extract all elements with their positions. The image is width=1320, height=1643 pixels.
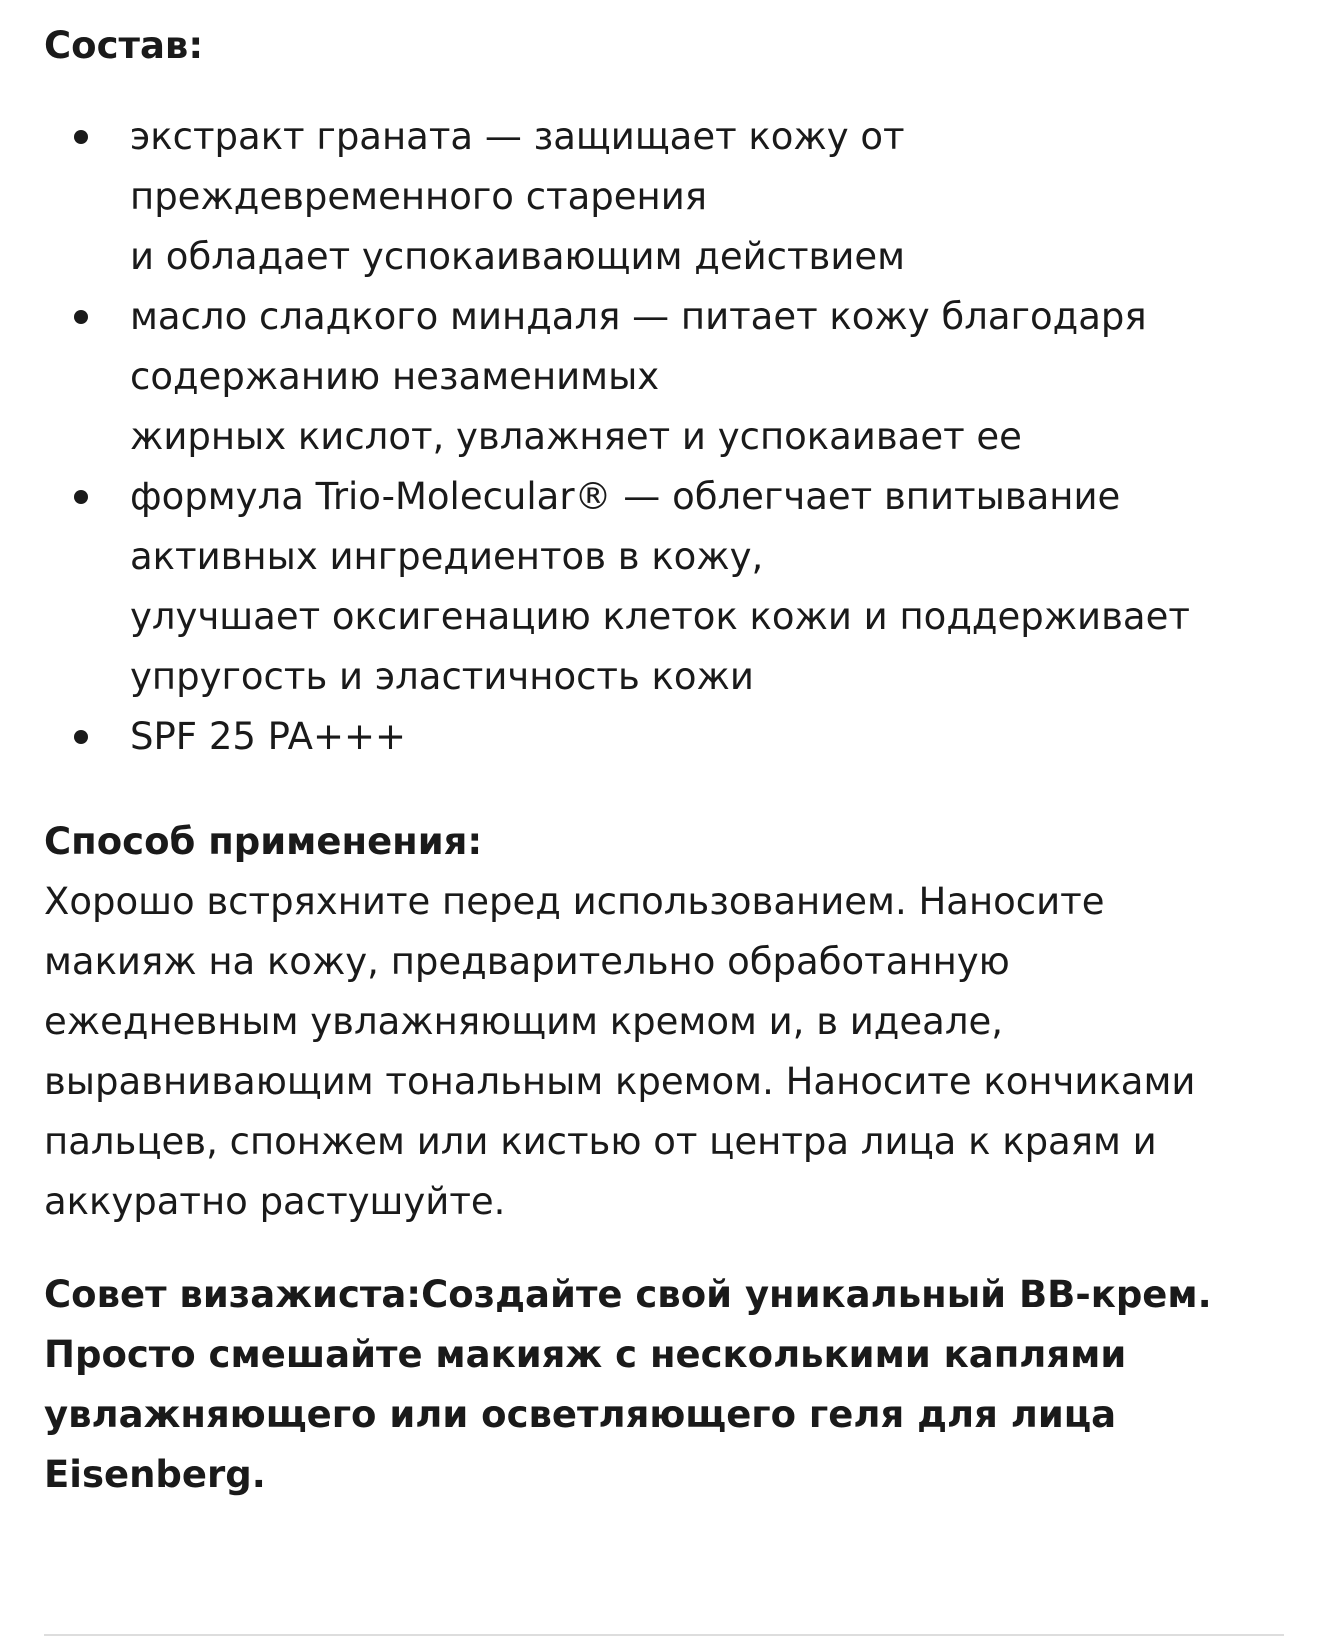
ingredients-list	[44, 107, 1284, 767]
list-item-line: формула Trio-Molecular® — облегчает впитывание	[130, 475, 1121, 518]
usage-line: Хорошо встряхните перед использованием. Наносите	[44, 880, 1105, 923]
usage-line: выравнивающим тональным кремом. Наносите кончиками	[44, 1060, 1196, 1103]
tip-line: увлажняющего или осветляющего геля для лица	[44, 1393, 1117, 1436]
makeup-artist-tip	[44, 1265, 1284, 1505]
usage-line: ежедневным увлажняющим кремом и, в идеале,	[44, 1000, 1004, 1043]
composition-heading: Состав:	[44, 24, 204, 67]
list-item	[44, 107, 1284, 287]
list-item-line: жирных кислот, увлажняет и успокаивает ее	[130, 415, 1022, 458]
list-item-line: содержанию незаменимых	[130, 355, 660, 398]
list-item-line: активных ингредиентов в кожу,	[130, 535, 764, 578]
list-item-line: преждевременного старения	[130, 175, 708, 218]
tip-line: Eisenberg.	[44, 1453, 266, 1496]
list-item	[44, 467, 1284, 707]
list-item-line: SPF 25 PA+++	[130, 715, 406, 758]
bullet-icon	[74, 310, 88, 324]
list-item-line: упругость и эластичность кожи	[130, 655, 754, 698]
list-item-line: улучшает оксигенацию клеток кожи и поддерживает	[130, 595, 1190, 638]
tip-line: Просто смешайте макияж с несколькими каплями	[44, 1333, 1127, 1376]
usage-line: аккуратно растушуйте.	[44, 1180, 506, 1223]
list-item-line: экстракт граната — защищает кожу от	[130, 115, 905, 158]
list-item	[44, 707, 1284, 767]
usage-line: пальцев, спонжем или кистью от центра лица к краям и	[44, 1120, 1157, 1163]
bullet-icon	[74, 490, 88, 504]
bullet-icon	[74, 130, 88, 144]
usage-heading: Способ применения:	[44, 820, 483, 863]
usage-line: макияж на кожу, предварительно обработанную	[44, 940, 1010, 983]
bullet-icon	[74, 730, 88, 744]
usage-text	[44, 872, 1284, 1232]
divider	[44, 1634, 1284, 1636]
tip-line: Совет визажиста:Создайте свой уникальный BB-крем.	[44, 1273, 1212, 1316]
list-item	[44, 287, 1284, 467]
list-item-line: и обладает успокаивающим действием	[130, 235, 906, 278]
list-item-line: масло сладкого миндаля — питает кожу благодаря	[130, 295, 1147, 338]
